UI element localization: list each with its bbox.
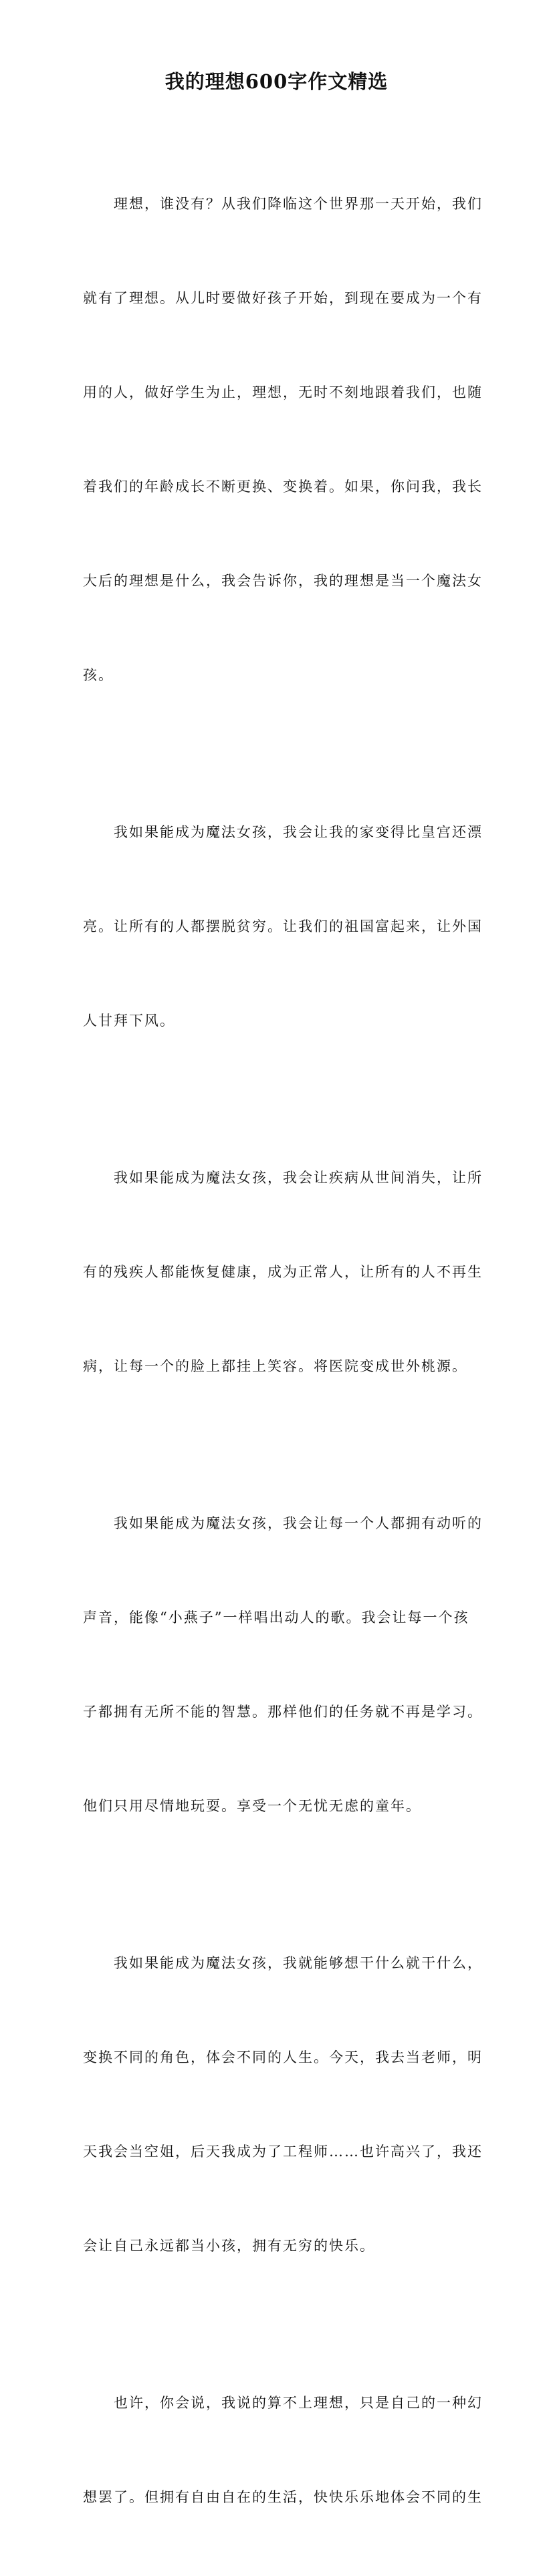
paragraph-line: 有的残疾人都能恢复健康，成为正常人，让所有的人不再生 bbox=[83, 1264, 483, 1280]
paragraph-line: 用的人，做好学生为止，理想，无时不刻地跟着我们，也随 bbox=[83, 384, 483, 400]
paragraph-line: 他们只用尽情地玩耍。享受一个无忧无虑的童年。 bbox=[83, 1798, 421, 1814]
paragraph-line: 病，让每一个的脸上都挂上笑容。将医院变成世外桃源。 bbox=[83, 1358, 467, 1374]
paragraph-line: 声音，能像“小燕子”一样唱出动人的歌。我会让每一个孩 bbox=[83, 1609, 469, 1626]
paragraph-line: 我如果能成为魔法女孩，我会让疾病从世间消失，让所 bbox=[83, 1170, 483, 1186]
paragraph-2 bbox=[83, 754, 483, 1100]
paragraph-line: 我如果能成为魔法女孩，我会让我的家变得比皇宫还漂 bbox=[83, 824, 483, 840]
paragraph-line: 想罢了。但拥有自由自在的生活，快快乐乐地体会不同的生 bbox=[83, 2489, 483, 2505]
paragraph-line: 亮。让所有的人都摆脱贫穷。让我们的祖国富起来，让外国 bbox=[83, 918, 483, 934]
paragraph-1 bbox=[83, 126, 483, 754]
paragraph-line: 我如果能成为魔法女孩，我会让每一个人都拥有动听的 bbox=[83, 1515, 483, 1531]
paragraph-line: 天我会当空姐，后天我成为了工程师……也许高兴了，我还 bbox=[83, 2144, 483, 2160]
paragraph-line: 人甘拜下风。 bbox=[83, 1013, 175, 1029]
paragraph-line: 变换不同的角色，体会不同的人生。今天，我去当老师，明 bbox=[83, 2049, 483, 2065]
paragraph-4 bbox=[83, 1445, 483, 1885]
document-body bbox=[83, 126, 483, 2576]
document-title: 我的理想600字作文精选 bbox=[164, 70, 389, 93]
paragraph-line: 理想，谁没有？从我们降临这个世界那一天开始，我们 bbox=[83, 196, 483, 212]
paragraph-line: 着我们的年龄成长不断更换、变换着。如果，你问我，我长 bbox=[83, 479, 483, 495]
paragraph-5 bbox=[83, 1885, 483, 2325]
paragraph-line: 就有了理想。从儿时要做好孩子开始，到现在要成为一个有 bbox=[83, 290, 483, 306]
paragraph-line: 孩。 bbox=[83, 667, 114, 683]
paragraph-line: 大后的理想是什么，我会告诉你，我的理想是当一个魔法女 bbox=[83, 573, 483, 589]
paragraph-line: 会让自己永远都当小孩，拥有无穷的快乐。 bbox=[83, 2238, 375, 2254]
paragraph-line: 我如果能成为魔法女孩，我就能够想干什么就干什么， bbox=[83, 1955, 483, 1971]
paragraph-line: 也许，你会说，我说的算不上理想，只是自己的一种幻 bbox=[83, 2395, 483, 2411]
paragraph-3 bbox=[83, 1100, 483, 1445]
paragraph-6 bbox=[83, 2325, 483, 2576]
paragraph-line: 子都拥有无所不能的智慧。那样他们的任务就不再是学习。 bbox=[83, 1704, 483, 1720]
